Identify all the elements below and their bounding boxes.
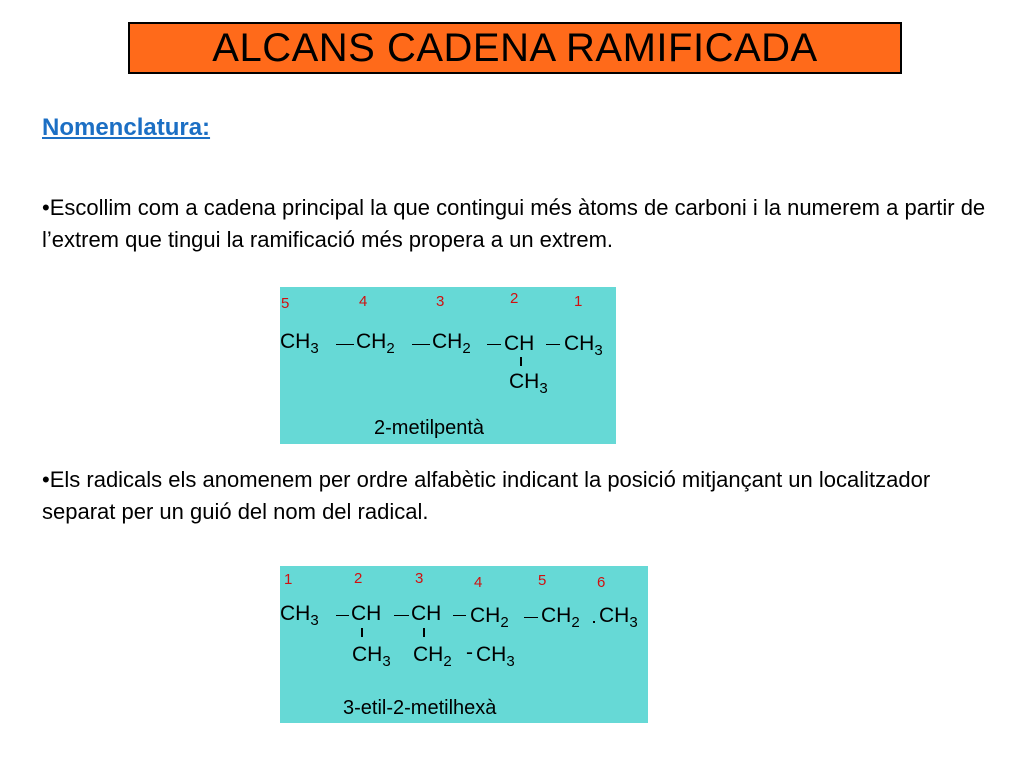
bond-line	[412, 344, 430, 345]
carbon-number: 4	[474, 574, 483, 591]
group-ch: CH	[351, 602, 382, 625]
carbon-number: 2	[510, 290, 519, 307]
compound-name: 2-metilpentà	[374, 417, 485, 439]
group-ch2: $CH_2$	[541, 604, 580, 631]
group-ch3: $CH_3$	[564, 332, 603, 359]
carbon-number: 4	[359, 293, 368, 310]
branch-hyphen: -	[466, 641, 473, 664]
group-ch: CH	[411, 602, 442, 625]
group-ch3: $CH_3$	[280, 330, 319, 357]
carbon-number: 5	[281, 295, 290, 312]
paragraph-2: •Els radicals els anomenem per ordre alfabètic indicant la posició mitjançant un localitzador separat per un guió del nom del radical.	[42, 467, 931, 524]
carbon-number: 1	[284, 571, 293, 588]
bond-line	[394, 615, 409, 616]
paragraph-1: •Escollim com a cadena principal la que contingui més àtoms de carboni i la numerem a partir de l’extrem que tingui la ramificació més propera a un extrem.	[42, 195, 986, 252]
bond-dot	[593, 621, 595, 623]
group-ch: CH	[504, 332, 535, 355]
branch-bond	[361, 628, 363, 637]
branch-bond	[423, 628, 425, 637]
group-ch3: $CH_3$	[280, 602, 319, 629]
bond-line	[336, 615, 349, 616]
title-box	[128, 22, 902, 74]
bond-line	[524, 617, 538, 618]
group-ch2: $CH_2$	[432, 330, 471, 357]
branch-ch2: $CH_2$	[413, 643, 452, 670]
bond-line	[546, 344, 560, 345]
branch-bond	[520, 357, 522, 366]
carbon-number: 2	[354, 570, 363, 587]
bond-line	[453, 615, 466, 616]
group-ch3: $CH_3$	[599, 604, 638, 631]
section-heading: Nomenclatura:	[42, 114, 211, 141]
compound-name: 3-etil-2-metilhexà	[343, 697, 497, 719]
group-ch2: $CH_2$	[356, 330, 395, 357]
group-ch2: $CH_2$	[470, 604, 509, 631]
bond-line	[487, 344, 501, 345]
bond-line	[336, 344, 354, 345]
branch-ch3: $CH_3$	[352, 643, 391, 670]
carbon-number: 3	[415, 570, 424, 587]
formula-panel-1	[280, 287, 616, 444]
carbon-number: 5	[538, 572, 547, 589]
carbon-number: 1	[574, 293, 583, 310]
slide-title: ALCANS CADENA RAMIFICADA	[212, 25, 818, 70]
branch-ch3: $CH_3$	[509, 370, 548, 397]
carbon-number: 3	[436, 293, 445, 310]
formula-panel-2	[280, 566, 648, 723]
branch-ch3: $CH_3$	[476, 643, 515, 670]
carbon-number: 6	[597, 574, 606, 591]
